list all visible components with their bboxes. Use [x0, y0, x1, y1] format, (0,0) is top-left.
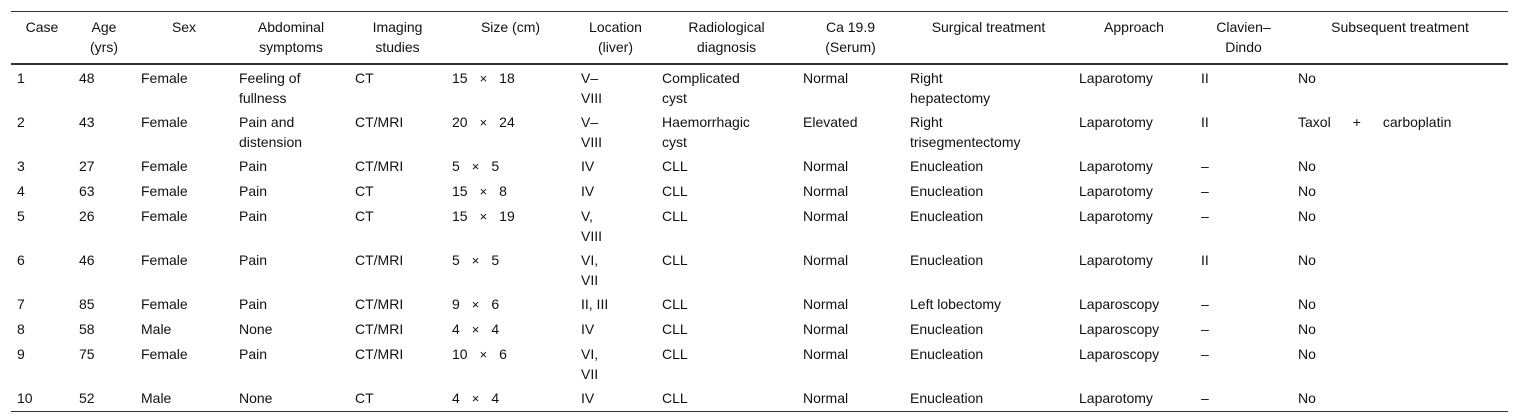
cell-symptoms — [233, 110, 349, 154]
cell-clavien: – — [1195, 386, 1292, 412]
cell-symptoms-line: fullness — [239, 90, 287, 106]
drug-name: carboplatin — [1382, 114, 1452, 130]
cell-diagnosis — [656, 179, 797, 204]
times-symbol: × — [471, 322, 480, 337]
cell-case: 4 — [17, 183, 25, 199]
cell-diagnosis-line: CLL — [662, 252, 688, 268]
size-second: 5 — [491, 252, 500, 268]
cell-surgery-line: Enucleation — [910, 390, 984, 406]
cell-age: 26 — [79, 208, 95, 224]
size-first: 5 — [452, 252, 460, 268]
cell-surgery — [904, 179, 1073, 204]
cell-surgery — [904, 110, 1073, 154]
cell-diagnosis-line: cyst — [662, 90, 687, 106]
cell-approach: Laparotomy — [1079, 70, 1153, 86]
cell-location — [575, 317, 656, 342]
cell-approach: Laparotomy — [1079, 114, 1153, 130]
cell-surgery — [904, 204, 1073, 248]
cell-symptoms-line: Pain and — [239, 114, 295, 130]
table-row — [11, 204, 1508, 248]
times-symbol: × — [479, 71, 488, 86]
cell-approach: Laparoscopy — [1079, 296, 1160, 312]
cell-clavien: – — [1201, 321, 1209, 337]
header-surgery — [904, 12, 1073, 65]
header-symptoms — [233, 12, 349, 65]
cell-symptoms — [233, 342, 349, 386]
size-first: 15 — [452, 208, 468, 224]
cell-sex: Female — [141, 158, 188, 174]
cell-diagnosis-line: Complicated — [662, 70, 740, 86]
cell-imaging: CT/MRI — [355, 296, 404, 312]
cell-imaging: CT — [355, 183, 374, 199]
cell-ca199: Normal — [803, 321, 849, 337]
header-line: diagnosis — [696, 39, 757, 55]
size-first: 10 — [452, 346, 468, 362]
table-row — [11, 154, 1508, 179]
cell-sex: Male — [135, 386, 233, 412]
size-second: 18 — [499, 70, 515, 86]
times-symbol: × — [471, 159, 480, 174]
header-line: Sex — [171, 19, 197, 35]
cell-subsequent: No — [1298, 321, 1316, 337]
cell-case: 3 — [17, 158, 25, 174]
drug-name: Taxol — [1298, 114, 1331, 130]
cell-approach: Laparoscopy — [1079, 321, 1160, 337]
cell-subsequent: No — [1298, 183, 1316, 199]
header-line: Dindo — [1225, 39, 1262, 55]
cell-diagnosis — [656, 248, 797, 292]
table-body — [11, 64, 1508, 412]
times-symbol: × — [479, 347, 488, 362]
cell-subsequent — [1292, 110, 1508, 154]
cell-sex: Male — [141, 321, 172, 337]
cell-clavien: – — [1201, 158, 1209, 174]
cell-clavien: – — [1201, 296, 1209, 312]
cell-surgery — [904, 317, 1073, 342]
cell-imaging: CT/MRI — [355, 114, 404, 130]
header-case — [11, 12, 73, 65]
size-second: 6 — [499, 346, 507, 362]
header-line: Subsequent treatment — [1331, 19, 1469, 35]
cell-location — [575, 292, 656, 317]
header-clavien — [1195, 12, 1292, 65]
cell-size — [446, 179, 575, 204]
cell-size — [446, 386, 575, 412]
cell-surgery — [904, 292, 1073, 317]
cell-surgery-line: Enucleation — [910, 208, 984, 224]
size-second: 8 — [499, 183, 507, 199]
cell-surgery — [904, 64, 1073, 110]
cell-diagnosis-line: CLL — [662, 346, 688, 362]
cell-case: 2 — [17, 114, 25, 130]
cell-symptoms — [233, 204, 349, 248]
cell-ca199: Elevated — [803, 114, 858, 130]
cell-imaging: CT/MRI — [355, 346, 404, 362]
cell-case: 5 — [17, 208, 25, 224]
size-first: 20 — [452, 114, 468, 130]
cell-surgery-line: Left lobectomy — [910, 296, 1002, 312]
cell-symptoms-line: Pain — [239, 346, 268, 362]
header-line: Clavien– — [1216, 19, 1271, 35]
cell-diagnosis — [656, 317, 797, 342]
cell-subsequent: No — [1298, 252, 1316, 268]
cell-surgery-line: Right — [910, 70, 943, 86]
header-line: studies — [375, 39, 420, 55]
cell-symptoms-line: Pain — [239, 183, 268, 199]
cell-location-line: V– — [581, 70, 599, 86]
cell-sex: Female — [141, 183, 188, 199]
header-line: Radiological — [688, 19, 765, 35]
cell-location — [575, 248, 656, 292]
clinical-cases-table — [11, 11, 1508, 412]
cell-location-line: IV — [581, 390, 595, 406]
cell-subsequent: No — [1298, 296, 1316, 312]
cell-sex: Female — [141, 114, 188, 130]
size-first: 15 — [452, 183, 468, 199]
cell-location-line: VIII — [581, 228, 603, 244]
cell-surgery-line: Enucleation — [910, 321, 984, 337]
cell-surgery-line: Right — [910, 114, 943, 130]
cell-subsequent: No — [1298, 346, 1316, 362]
header-line: Size (cm) — [480, 19, 541, 35]
cell-imaging: CT/MRI — [355, 158, 404, 174]
cell-sex: Female — [141, 208, 188, 224]
cell-sex: Female — [141, 70, 188, 86]
cell-approach: Laparotomy — [1073, 386, 1195, 412]
cell-location — [575, 110, 656, 154]
cell-size — [446, 317, 575, 342]
cell-subsequent: No — [1298, 158, 1316, 174]
cell-location-line: VI, — [581, 252, 599, 268]
cell-case: 8 — [17, 321, 25, 337]
cell-location-line: VIII — [581, 134, 603, 150]
cell-sex: Female — [141, 296, 188, 312]
header-age — [73, 12, 135, 65]
cell-imaging: CT — [355, 70, 374, 86]
cell-symptoms-line: Feeling of — [239, 70, 301, 86]
header-line: Approach — [1104, 19, 1164, 35]
cell-surgery — [904, 154, 1073, 179]
table-row — [11, 292, 1508, 317]
cell-approach: Laparoscopy — [1079, 346, 1160, 362]
cell-size — [446, 248, 575, 292]
cell-ca199: Normal — [803, 208, 849, 224]
header-line: Location — [589, 19, 642, 35]
cell-diagnosis — [656, 292, 797, 317]
header-diagnosis — [656, 12, 797, 65]
header-imaging — [349, 12, 446, 65]
cell-diagnosis-line: cyst — [662, 134, 687, 150]
times-symbol: × — [471, 253, 480, 268]
cell-approach: Laparotomy — [1079, 158, 1153, 174]
cell-diagnosis-line: CLL — [662, 183, 688, 199]
cell-approach: Laparotomy — [1079, 208, 1153, 224]
cell-age: 85 — [79, 296, 95, 312]
size-second: 5 — [491, 158, 500, 174]
header-line: Case — [25, 19, 59, 35]
cell-location-line: VI, — [581, 346, 599, 362]
cell-age: 27 — [79, 158, 95, 174]
cell-location-line: IV — [581, 158, 595, 174]
cell-location — [575, 154, 656, 179]
header-line: Imaging — [372, 19, 423, 35]
cell-symptoms — [233, 317, 349, 342]
cell-surgery — [904, 342, 1073, 386]
cell-age: 58 — [79, 321, 95, 337]
times-symbol: × — [479, 184, 488, 199]
size-second: 6 — [491, 296, 500, 312]
cell-diagnosis-line: CLL — [662, 296, 688, 312]
cell-symptoms — [233, 154, 349, 179]
cell-symptoms-line: distension — [239, 134, 303, 150]
header-line: (liver) — [598, 39, 633, 55]
cell-diagnosis — [656, 204, 797, 248]
cell-location — [575, 342, 656, 386]
cell-surgery-line: hepatectomy — [910, 90, 991, 106]
cell-size — [446, 110, 575, 154]
header-line: (yrs) — [90, 39, 118, 55]
cell-symptoms-line: Pain — [239, 296, 268, 312]
cell-diagnosis — [656, 386, 797, 412]
cell-size — [446, 342, 575, 386]
size-first: 4 — [452, 321, 460, 337]
cell-surgery-line: Enucleation — [910, 158, 984, 174]
size-first: 5 — [452, 158, 460, 174]
cell-age: 48 — [79, 70, 95, 86]
cell-diagnosis-line: CLL — [662, 158, 688, 174]
cell-diagnosis — [656, 64, 797, 110]
cell-subsequent: No — [1292, 386, 1508, 412]
header-line: Abdominal — [257, 19, 325, 35]
cell-diagnosis — [656, 110, 797, 154]
header-line: symptoms — [259, 39, 323, 55]
cell-size — [446, 292, 575, 317]
cell-approach: Laparotomy — [1079, 183, 1153, 199]
times-symbol: × — [471, 297, 480, 312]
size-first: 9 — [452, 296, 460, 312]
header-subsequent — [1292, 12, 1508, 65]
header-ca199 — [797, 12, 904, 65]
table-row — [11, 248, 1508, 292]
cell-diagnosis-line: CLL — [662, 321, 688, 337]
cell-case: 7 — [17, 296, 25, 312]
cell-symptoms — [233, 64, 349, 110]
cell-clavien: II — [1201, 70, 1209, 86]
cell-symptoms-line: Pain — [239, 208, 268, 224]
cell-ca199: Normal — [803, 70, 849, 86]
cell-surgery-line: Enucleation — [910, 252, 984, 268]
cell-ca199: Normal — [803, 296, 849, 312]
cell-age: 63 — [79, 183, 95, 199]
cell-location-line: IV — [581, 183, 595, 199]
size-second: 4 — [491, 321, 500, 337]
header-line: Ca 19.9 — [825, 19, 876, 35]
cell-clavien: II — [1201, 252, 1209, 268]
cell-location — [575, 179, 656, 204]
cell-size — [446, 204, 575, 248]
cell-ca199: Normal — [803, 158, 849, 174]
header-line: (Serum) — [825, 39, 876, 55]
times-symbol: × — [479, 115, 488, 130]
table-row — [11, 342, 1508, 386]
cell-surgery-line: Enucleation — [910, 183, 984, 199]
cell-ca199: Normal — [803, 346, 849, 362]
cell-ca199: Normal — [797, 386, 904, 412]
cell-clavien: II — [1201, 114, 1209, 130]
cell-location-line: V– — [581, 114, 599, 130]
cell-ca199: Normal — [803, 252, 849, 268]
size-second: 4 — [491, 390, 500, 406]
cell-symptoms-line: Pain — [239, 252, 268, 268]
cell-location-line: VIII — [581, 90, 603, 106]
times-symbol: × — [471, 391, 480, 406]
times-symbol: × — [479, 209, 488, 224]
cell-location-line: V, — [581, 208, 593, 224]
size-second: 24 — [499, 114, 515, 130]
size-first: 4 — [452, 390, 460, 406]
cell-ca199: Normal — [803, 183, 849, 199]
cell-symptoms-line: None — [239, 390, 273, 406]
size-second: 19 — [499, 208, 515, 224]
cell-age: 43 — [79, 114, 95, 130]
header-approach — [1073, 12, 1195, 65]
cell-case: 6 — [17, 252, 25, 268]
cell-surgery-line: trisegmentectomy — [910, 134, 1021, 150]
cell-imaging: CT — [349, 386, 446, 412]
cell-location-line: VII — [581, 272, 599, 288]
cell-case: 9 — [17, 346, 25, 362]
cell-symptoms — [233, 248, 349, 292]
header-sex — [135, 12, 233, 65]
cell-diagnosis-line: CLL — [662, 208, 688, 224]
cell-surgery-line: Enucleation — [910, 346, 984, 362]
table-row — [11, 64, 1508, 110]
cell-imaging: CT/MRI — [355, 252, 404, 268]
cell-location — [575, 204, 656, 248]
cell-sex: Female — [141, 346, 188, 362]
cell-diagnosis — [656, 154, 797, 179]
cell-clavien: – — [1201, 346, 1209, 362]
cell-age: 75 — [79, 346, 95, 362]
cell-surgery — [904, 386, 1073, 412]
cell-location-line: VII — [581, 366, 599, 382]
cell-approach: Laparotomy — [1079, 252, 1153, 268]
header-size — [446, 12, 575, 65]
size-first: 15 — [452, 70, 468, 86]
table-row — [11, 386, 1508, 412]
cell-symptoms-line: Pain — [239, 158, 268, 174]
cell-case: 10 — [11, 386, 73, 412]
header-location — [575, 12, 656, 65]
table-row — [11, 110, 1508, 154]
cell-subsequent: No — [1298, 70, 1316, 86]
table-row — [11, 179, 1508, 204]
cell-location — [575, 64, 656, 110]
cell-symptoms-line: None — [239, 321, 273, 337]
header-row — [11, 12, 1508, 65]
table-row — [11, 317, 1508, 342]
cell-clavien: – — [1201, 183, 1209, 199]
cell-age: 52 — [73, 386, 135, 412]
cell-imaging: CT — [355, 208, 374, 224]
header-line: Age — [91, 19, 117, 35]
cell-clavien: – — [1201, 208, 1209, 224]
cell-diagnosis-line: Haemorrhagic — [662, 114, 750, 130]
cell-diagnosis-line: CLL — [662, 390, 688, 406]
cell-location-line: IV — [581, 321, 595, 337]
cell-size — [446, 154, 575, 179]
cell-surgery — [904, 248, 1073, 292]
cell-size — [446, 64, 575, 110]
cell-location — [575, 386, 656, 412]
cell-symptoms — [233, 292, 349, 317]
cell-sex: Female — [141, 252, 188, 268]
cell-diagnosis — [656, 342, 797, 386]
plus-symbol: + — [1352, 114, 1361, 130]
cell-case: 1 — [17, 70, 25, 86]
cell-symptoms — [233, 179, 349, 204]
cell-location-line: II, III — [581, 296, 609, 312]
header-line: Surgical treatment — [931, 19, 1046, 35]
cell-symptoms — [233, 386, 349, 412]
cell-age: 46 — [79, 252, 95, 268]
cell-imaging: CT/MRI — [355, 321, 404, 337]
cell-subsequent: No — [1298, 208, 1316, 224]
